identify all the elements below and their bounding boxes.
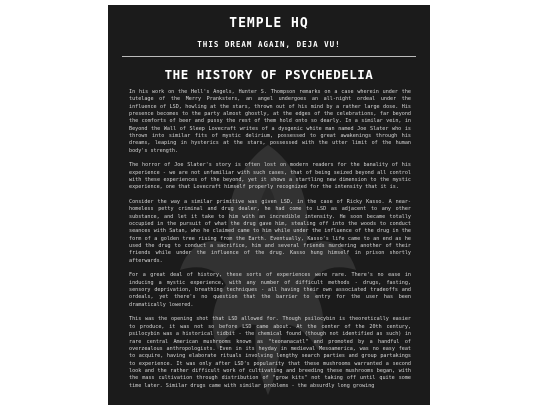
article-paragraph: In his work on the Hell's Angels, Hunter S. Thompson remarks on a case wherein under the tutelage of the Merry Pranksters, an angel undergoes an all-night ordeal under the influence of LSD, howling at the stars, thrown out of his mind by a rather large dose. His presence becomes to the party almost ghostly, at the edges of the celebrations, far beyond the comforts of beer and pussy the rest of them hold onto so dearly. In a similar vein, in Beyond the Wall of Sleep Lovecraft writes of a dysgenic white man named Joe Slater who is thrown into similar fits of mystic delirium, possessed to great awakenings through his dreams, leaping in hysterics at the stars, possessed with the utter limit of the human body's strength. [129,89,411,154]
article-paragraph: Consider the way a similar primitive was given LSD, in the case of Ricky Kasso. A near-homeless petty criminal and drug dealer, he had come to LSD as adjacent to any other substance, and let it take to him with an incredible intensity. He soon became totally occupied in the pursuit of what the drug gave him, stealing off into the woods to conduct seances with Satan, who he claimed came to him while under the influence of the drug in the form of a golden tree rising from the Earth. Eventually, Kasso's life came to an end as he used the drug to conduct a sacrifice, him and several friends murdering another of their friends while under the influence of the drug. Kasso hung himself in prison shortly afterwards. [129,199,411,264]
article-paragraph: The horror of Joe Slater's story is often lost on modern readers for the banality of his experience - we are not unfamiliar with such cases, that of being seized beyond all control with these experiences of the beyond, yet it shows a startling new dimension to the mystic experience, one that Lovecraft himself properly recognized for the intensity that it is. [129,162,411,191]
content-panel [108,5,430,405]
article-paragraph: For a great deal of history, these sorts of experiences were rare. There's no ease in inducing a mystic experience, with any number of difficult methods - drugs, fasting, sensory deprivation, breathing techniques - all having their own associated tradeoffs and ordeals, yet there's no question that the barrier to entry for the user has been dramatically lowered. [129,272,411,308]
header-divider [122,56,416,57]
site-tagline: THIS DREAM AGAIN, DEJA VU! [197,40,341,49]
site-title[interactable]: TEMPLE HQ [229,16,309,31]
article-title: THE HISTORY OF PSYCHEDELIA [164,67,374,82]
article-body [129,89,411,397]
article-paragraph: This was the opening shot that LSD allowed for. Though psilocybin is theoretically easier to produce, it was not so before LSD came about. At the center of the 20th century, psilocybin was a historical tidbit - the chemical found (though not identified as such) in rare central American mushrooms known as "teonanacatl" and promoted by a handful of overzealous anthropologists. Even in its heyday in medieval Mesoamerica, was no easy feat to acquire, having elaborate rituals involving lengthy search parties and group partakings to experience. It was only after LSD's popularity that these mushrooms warranted a second look and the rather difficult work of cultivating and breeding these mushrooms began, with the mass cultivation through distribution of "grow kits" not taking off until quite some time later. Similar drugs came with similar problems - the absurdly long growing [129,316,411,389]
